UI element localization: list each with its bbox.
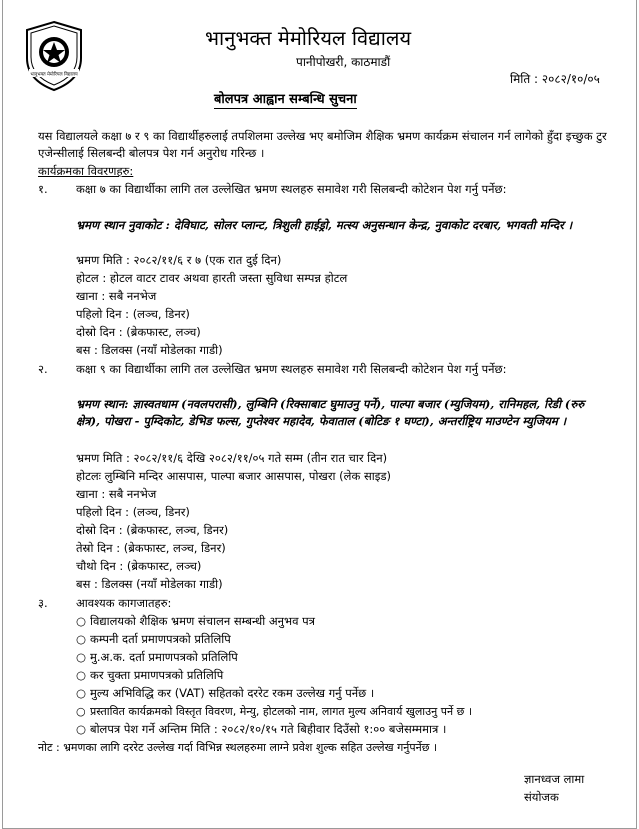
document-label: विद्यालयको शैक्षिक भ्रमण संचालन सम्बन्धी अनुभव पत्र [90, 614, 316, 628]
intro-paragraph: यस विद्यालयले कक्षा ७ र ९ का विद्यार्थीहरुलाई तपशिलमा उल्लेख भए बमोजिम शैक्षिक भ्रमण कार्यक्रम संचालन गर्न लागेको हुँदा इच्छुक टुर एजेन्सीलाई सिलबन्दी बोलपत्र पेश गर्न अनुरोध गरिन्छ । [38, 129, 607, 160]
item-1-places: भ्रमण स्थान नुवाकोट : देविघाट, सोलर प्लान्ट, त्रिशुली हाईड्रो, मत्स्य अनुसन्धान केन्द्र, नुवाकोट दरबार, भगवती मन्दिर । [76, 218, 573, 232]
school-name: भानुभक्त मेमोरियल विद्यालय [205, 26, 412, 50]
document-label: प्रस्तावित कार्यक्रमको विस्तृत विवरण, मेन्यु, होटलको नाम, लागत मुल्य अनिवार्य खुलाउनु पर्ने छ । [90, 705, 473, 718]
document-label: कर चुक्ता प्रमाणपत्रको प्रतिलिपि [90, 668, 224, 682]
program-heading: कार्यक्रमका विवरणहरु: [38, 164, 134, 178]
bullet-icon: ○ [76, 686, 87, 700]
signatory-name: ज्ञानध्वज लामा [524, 772, 585, 786]
item-2-detail: बस : डिलक्स (नयाँ मोडेलका गाडी) [76, 577, 223, 591]
logo-text: भानुभक्त मेमोरियल विद्यालय [30, 72, 78, 78]
document-label: मुल्य अभिविद्धि कर (VAT) सहितको दररेट रकम उल्लेख गर्नु पर्नेछ । [90, 686, 375, 700]
document-item [76, 667, 223, 684]
bullet-icon: ○ [76, 650, 87, 664]
item-2-detail: दोस्रो दिन : (ब्रेकफास्ट, लञ्च, डिनर) [76, 523, 229, 537]
document-item [76, 631, 231, 648]
document-label: कम्पनी दर्ता प्रमाणपत्रको प्रतिलिपि [90, 632, 231, 646]
school-logo [21, 20, 87, 92]
bullet-icon: ○ [76, 632, 87, 646]
item-1-detail: बस : डिलक्स (नयाँ मोडेलका गाडी) [76, 343, 223, 357]
item-1-text: कक्षा ७ का विद्यार्थीका लागि तल उल्लेखित भ्रमण स्थलहरु समावेश गरी सिलबन्दी कोटेशन पेश गर्नु पर्नेछ: [76, 182, 507, 196]
item-1-detail: भ्रमण मिति : २०८२/११/६ र ७ (एक रात दुई दिन) [76, 253, 282, 267]
item-1-detail: दोस्रो दिन : (ब्रेकफास्ट, लञ्च) [76, 325, 201, 339]
document-item [76, 721, 446, 738]
document-label: बोलपत्र पेश गर्ने अन्तिम मिति : २०८२/१०/१५ गते बिहीवार दिउँसो १:०० बजेसम्ममात्र । [90, 722, 447, 736]
document-item [76, 649, 238, 666]
page-border-right [636, 0, 637, 829]
item-2-places: भ्रमण स्थान: ज्ञास्वतधाम (नवलपरासी), लुम्बिनि (रिक्साबाट घुमाउनु पर्ने), पाल्पा बजार (म्युजियम), रानिमहल, रिडी (रुरु क्षेत्र), पोखरा - पुम्दिकोट, डेभिड फल्स, गुप्तेश्वर महादेव, फेवाताल (बोटिङ १ घण्टा), अन्तर्राष्ट्रिय माउण्टेन म्युजियम । [76, 397, 585, 428]
bullet-icon: ○ [76, 614, 87, 628]
item-1-detail: खाना : सबै ननभेज [76, 289, 157, 303]
note: नोट : भ्रमणका लागि दररेट उल्लेख गर्दा विभिन्न स्थलहरुमा लाग्ने प्रवेश शुल्क सहित उल्लेख गर्नुपर्नेछ । [38, 741, 438, 754]
item-2-detail: भ्रमण मिति : २०८२/११/६ देखि २०८२/११/०५ गते सम्म (तीन रात चार दिन) [76, 451, 388, 465]
page-border-left [2, 0, 3, 829]
document-item [76, 613, 315, 630]
documents-number: ३. [38, 596, 48, 610]
notice-date: मिति : २०८२/१०/०५ [510, 72, 600, 86]
signatory-designation: संयोजक [524, 790, 559, 804]
bullet-icon: ○ [76, 722, 87, 736]
item-2-detail: होटलः लुम्बिनि मन्दिर आसपास, पाल्पा बजार आसपास, पोखरा (लेक साइड) [76, 469, 391, 483]
item-2-detail: तेस्रो दिन : (ब्रेकफास्ट, लञ्च, डिनर) [76, 541, 226, 555]
item-2-number: २. [38, 362, 48, 376]
document-label: मु.अ.क. दर्ता प्रमाणपत्रको प्रतिलिपि [90, 650, 238, 664]
item-2-detail: खाना : सबै ननभेज [76, 487, 157, 501]
item-2-detail: चौथो दिन : (ब्रेकफास्ट, लञ्च) [76, 559, 202, 573]
school-address: पानीपोखरी, काठमाडौं [296, 55, 391, 69]
bullet-icon: ○ [76, 668, 87, 682]
item-1-detail: होटल : होटल वाटर टावर अथवा हारती जस्ता सुविधा सम्पन्न होटल [76, 271, 348, 285]
bullet-icon: ○ [76, 705, 86, 718]
item-2-detail: पहिलो दिन : (लञ्च, डिनर) [76, 505, 190, 519]
item-1-number: १. [38, 182, 48, 196]
document-item [76, 703, 472, 720]
notice-title: बोलपत्र आह्वान सम्बन्धि सुचना [214, 89, 357, 109]
documents-heading: आवश्यक कागजातहरु: [76, 596, 172, 610]
item-1-detail: पहिलो दिन : (लञ्च, डिनर) [76, 307, 190, 321]
item-2-text: कक्षा ९ का विद्यार्थीका लागि तल उल्लेखित भ्रमण स्थलहरु समावेश गरी सिलबन्दी कोटेशन पेश गर्नु पर्नेछ: [76, 362, 507, 376]
document-item [76, 685, 374, 702]
